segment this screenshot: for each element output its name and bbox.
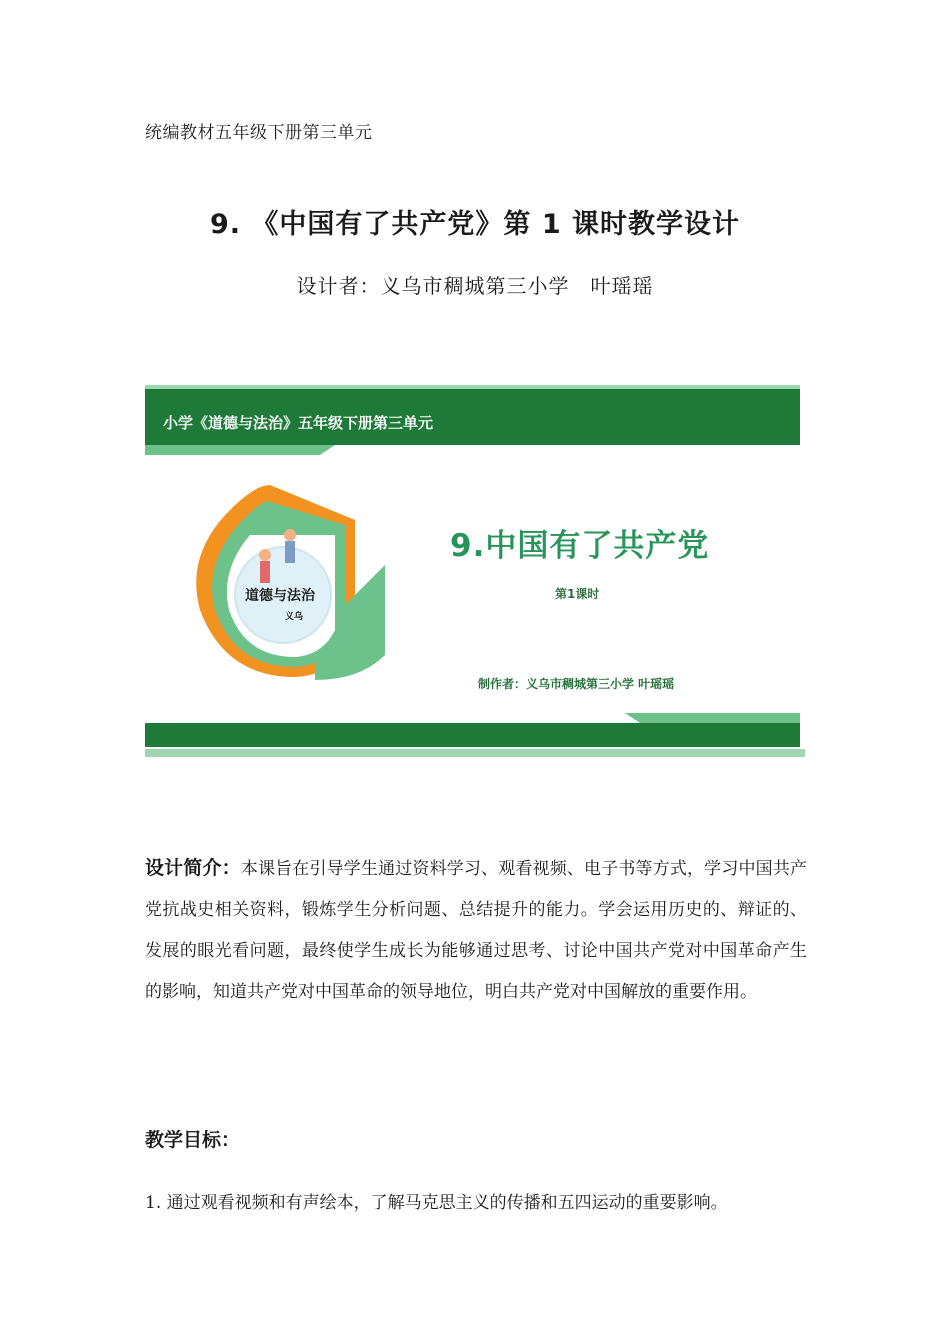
goal-item: 1. 通过观看视频和有声绘本，了解马克思主义的传播和五四运动的重要影响。	[145, 1193, 728, 1213]
design-intro-label: 设计简介：	[145, 857, 241, 879]
slide-title: 9.中国有了共产党	[450, 528, 710, 564]
slide-lesson: 第1课时	[555, 587, 600, 601]
slide-bottom-accent	[625, 713, 800, 723]
slide-graphics	[145, 385, 805, 757]
goals-heading: 教学目标：	[145, 1129, 241, 1151]
slide-bottom-banner	[145, 723, 800, 747]
document-title: 9. 《中国有了共产党》第 1 课时教学设计	[209, 209, 741, 240]
designer-line: 设计者：义乌市稠城第三小学 叶瑶瑶	[296, 274, 654, 298]
slide-maker: 制作者：义乌市稠城第三小学 叶瑶瑶	[478, 677, 675, 691]
slide-header-text: 小学《道德与法治》五年级下册第三单元	[163, 414, 434, 432]
logo-figure-body-1	[260, 561, 270, 583]
slide-top-accent	[145, 445, 335, 455]
logo-text: 道德与法治	[245, 588, 315, 604]
unit-label: 统编教材五年级下册第三单元	[145, 123, 373, 143]
logo-figure-head-1	[259, 549, 271, 561]
design-intro-paragraph	[145, 848, 807, 1013]
cover-slide-image	[145, 385, 805, 757]
design-intro-text: 本课旨在引导学生通过资料学习、观看视频、电子书等方式，学习中国共产党抗战史相关资料，锻炼学生分析问题、总结提升的能力。学会运用历史的、辩证的、发展的眼光看问题，最终使学生成长为能够通过思考、讨论中国共产党对中国革命产生的影响，知道共产党对中国革命的领导地位，明白共产党对中国解放的重要作用。	[145, 859, 807, 1002]
logo-subtext: 义乌	[285, 612, 304, 622]
logo-figure-body-2	[285, 541, 295, 563]
logo-figure-head-2	[284, 529, 296, 541]
